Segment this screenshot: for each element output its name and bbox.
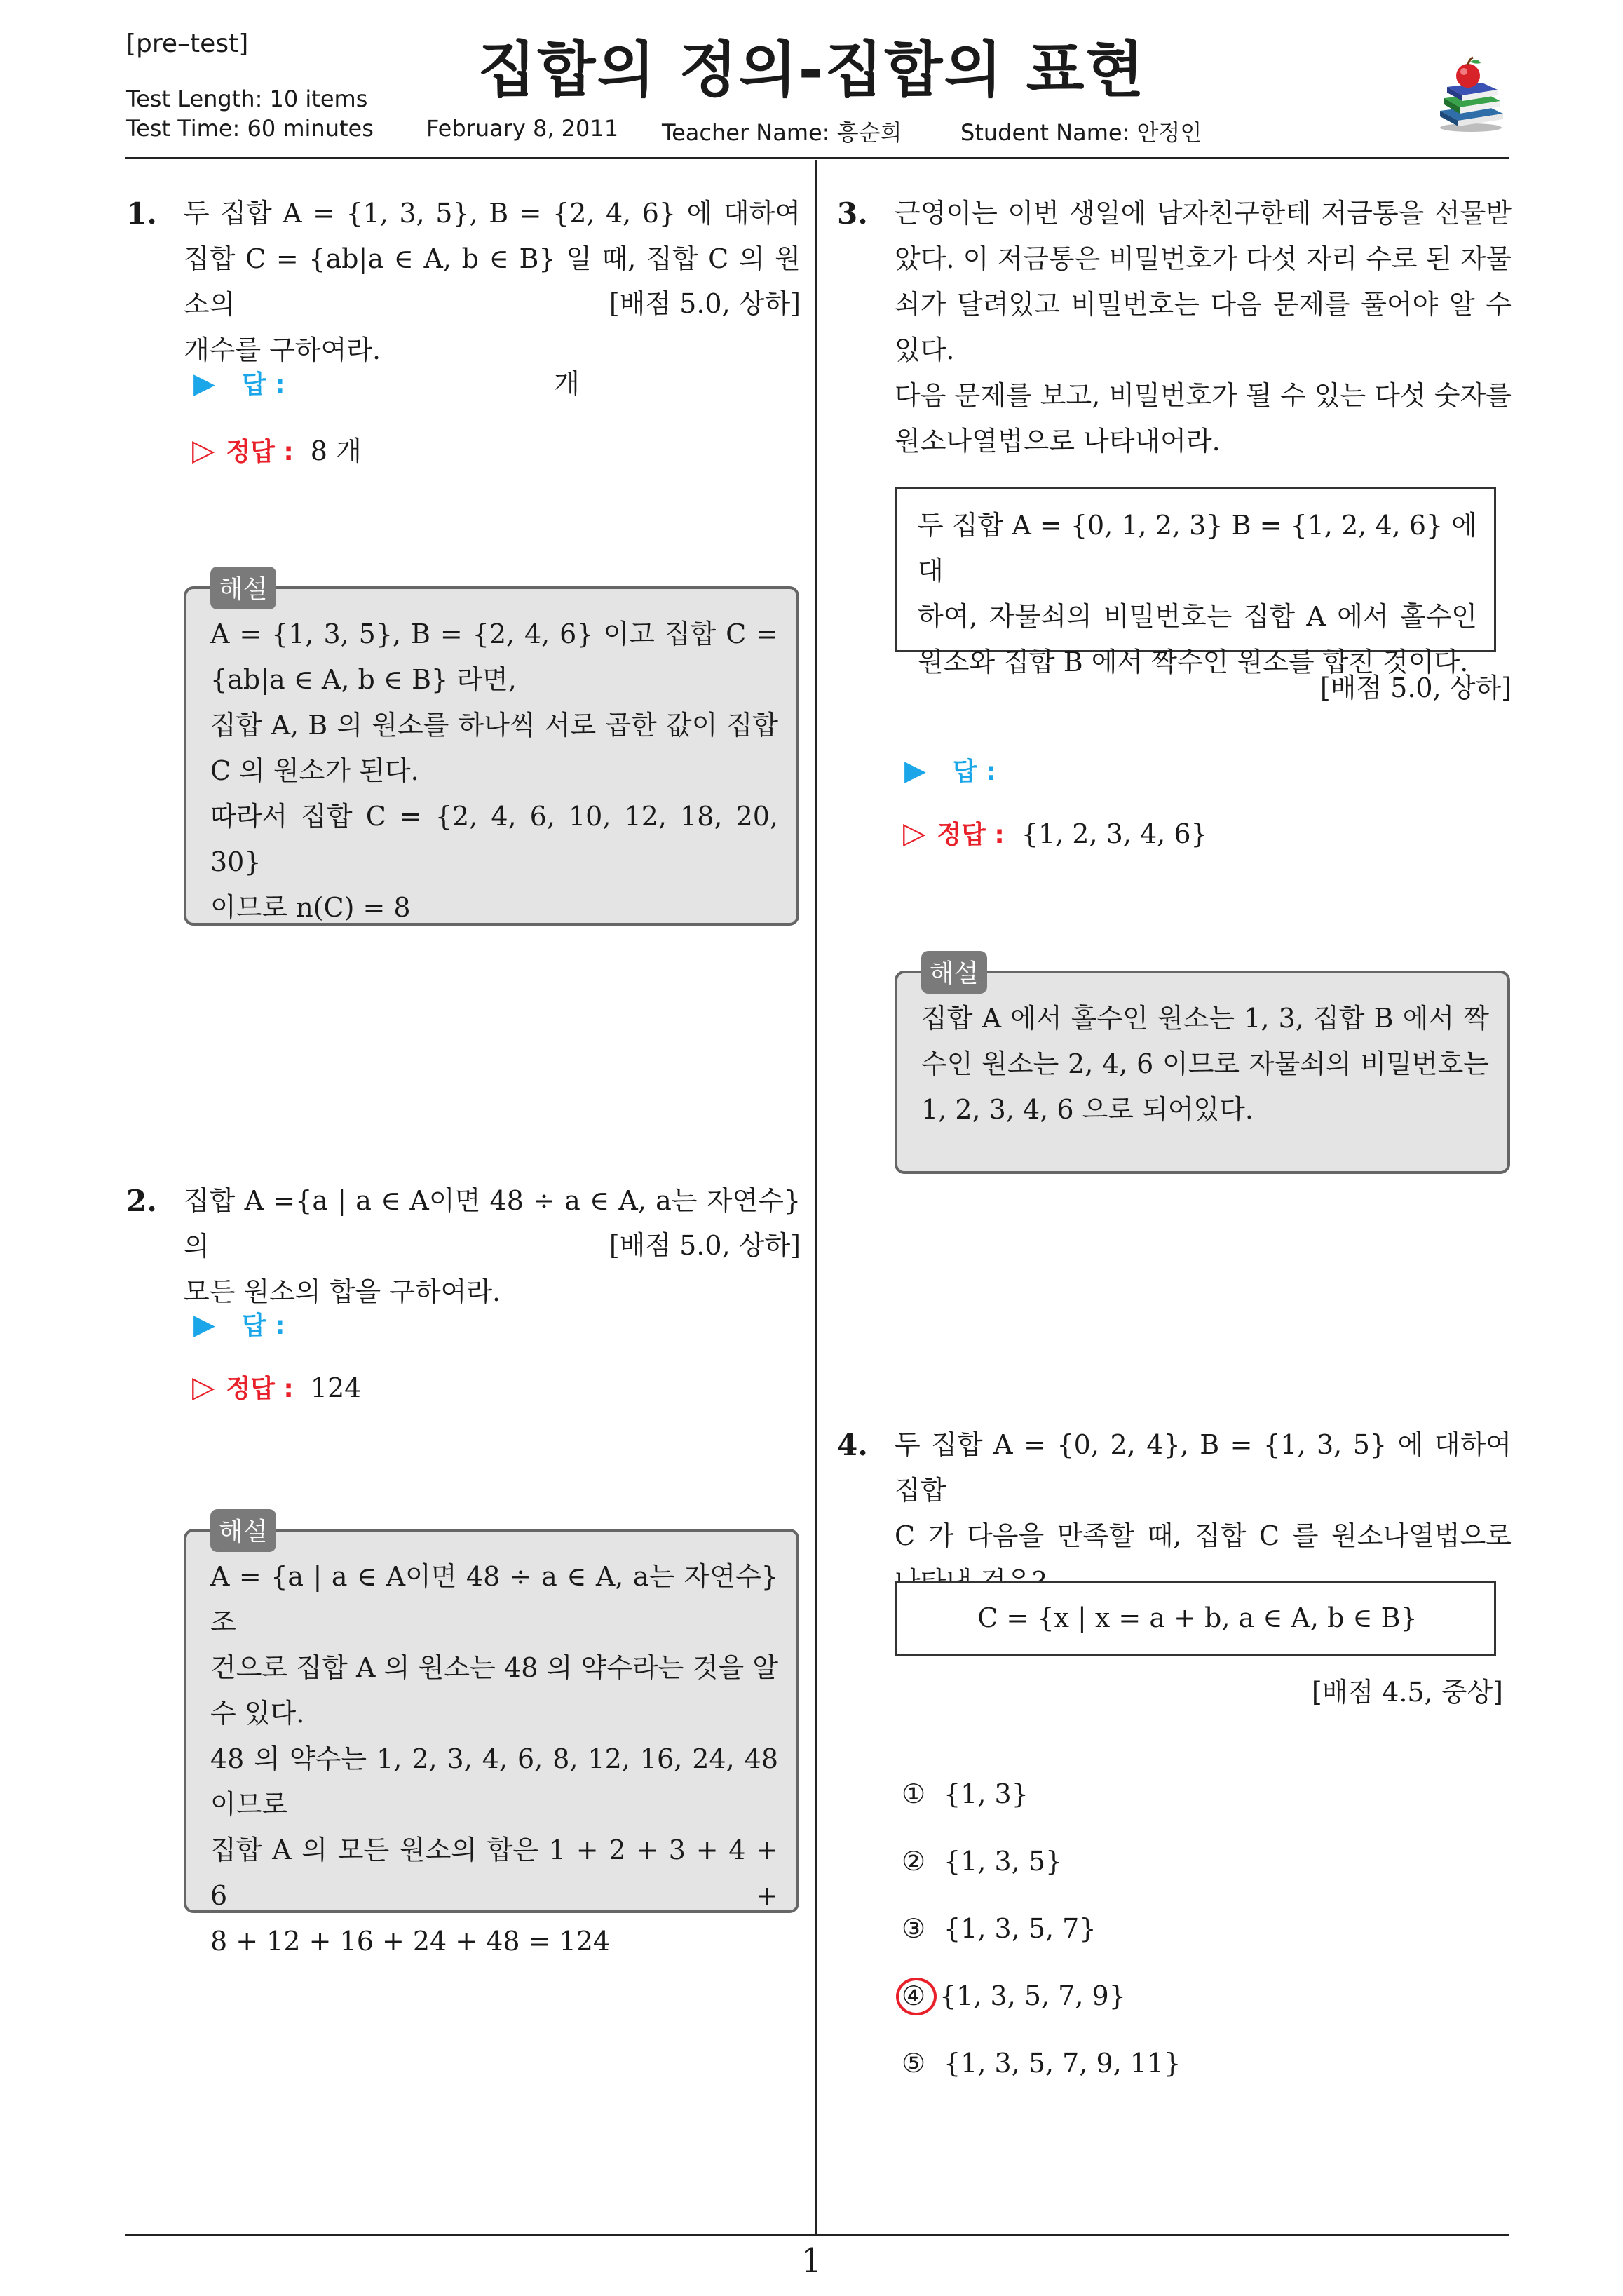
q1-number: 1. (126, 196, 157, 231)
q1-correct-row: ▷ 정답 : 8 개 (192, 433, 362, 467)
q3-box-line: 두 집합 A = {0, 1, 2, 3} B = {1, 2, 4, 6} 에 대 (918, 510, 1477, 586)
q3-text (895, 191, 1512, 464)
q2-line: 집합 A ={a | a ∈ A이면 48 ÷ a ∈ A, a는 자연수} 의 (184, 1185, 801, 1262)
q3-line: 원소나열법으로 나타내어라. (895, 426, 1221, 457)
q2-answer-input[interactable] (334, 1307, 614, 1341)
q2-solution-line: 이므로 (210, 1789, 288, 1820)
q3-answer-label: ▶ 답 : (904, 755, 996, 787)
q3-solution-line: 집합 A 에서 홀수인 원소는 1, 3, 집합 B 에서 짝 (921, 1003, 1489, 1034)
q1-line: 두 집합 A = {1, 3, 5}, B = {2, 4, 6} 에 대하여 (184, 198, 801, 229)
header-divider (125, 157, 1509, 159)
q1-answer-label: ▶ 답 : (193, 367, 285, 400)
choice-mark: ② (902, 1846, 926, 1877)
q2-solution-text (210, 1554, 778, 1964)
q2-solution-box (184, 1529, 799, 1957)
q1-answer-input[interactable] (334, 366, 530, 400)
q2-solution-line: 8 + 12 + 16 + 24 + 48 = 124 (210, 1926, 611, 1957)
q3-answer-input[interactable] (1045, 753, 1395, 787)
q2-correct-value: 124 (310, 1372, 362, 1403)
q1-solution-line: 집합 A, B 의 원소를 하나씩 서로 곱한 값이 집합 (210, 710, 778, 741)
q3-solution-text (921, 996, 1489, 1133)
q2-score: [배점 5.0, 상하] (609, 1230, 801, 1261)
q2-solution-tag: 해설 (210, 1509, 276, 1552)
q3-line: 다음 문제를 보고, 비밀번호가 될 수 있는 다섯 숫자를 (895, 380, 1512, 411)
q1-solution-text (210, 612, 778, 931)
outline-triangle-icon: ▷ (192, 433, 215, 467)
q3-box-line: 원소와 집합 B 에서 짝수인 원소를 합친 것이다. (918, 647, 1469, 677)
choice-mark: ① (902, 1778, 926, 1809)
q4-condition-box (895, 1581, 1496, 1656)
page-number: 1 (801, 2241, 822, 2281)
q3-line: 있다. (895, 335, 955, 365)
q1-solution-line: A = {1, 3, 5}, B = {2, 4, 6} 이고 집합 C = (210, 619, 778, 649)
q3-condition-box (895, 487, 1496, 677)
q3-solution-box (895, 971, 1510, 1174)
q4-text (895, 1422, 1512, 1605)
q4-line: C 가 다음을 만족할 때, 집합 C 를 원소나열법으로 (895, 1520, 1512, 1551)
q1-answer-unit: 개 (554, 368, 580, 399)
q4-condition-text: C = {x | x = a + b, a ∈ A, b ∈ B} (977, 1602, 1418, 1633)
test-length: Test Length: 10 items (126, 86, 368, 112)
choice-text: {1, 3, 5, 7, 9} (939, 1980, 1126, 2011)
test-time: Test Time: 60 minutes (126, 115, 374, 142)
student-name: Student Name: 안정인 (960, 119, 1202, 146)
q3-line: 쇠가 달려있고 비밀번호는 다음 문제를 풀어야 알 수 (895, 289, 1512, 320)
q2-solution-line: 건으로 집합 A 의 원소는 48 의 약수라는 것을 알 (210, 1652, 778, 1683)
q3-number: 3. (837, 196, 868, 231)
q3-condition-text (918, 503, 1477, 685)
q4-line: 두 집합 A = {0, 2, 4}, B = {1, 3, 5} 에 대하여 집합 (895, 1429, 1512, 1506)
q4-choice-2[interactable] (902, 1846, 1062, 1877)
selected-answer-circle (896, 1978, 937, 2015)
choice-text: {1, 3, 5, 7} (944, 1913, 1096, 1944)
q3-solution-line: 1, 2, 3, 4, 6 으로 되어있다. (921, 1094, 1254, 1125)
q1-solution-line: C 의 원소가 된다. (210, 755, 419, 786)
q3-correct-row: ▷ 정답 : {1, 2, 3, 4, 6} (903, 816, 1208, 850)
q2-solution-line: 48 의 약수는 1, 2, 3, 4, 6, 8, 12, 16, 24, 48 (210, 1743, 778, 1774)
q2-line: 모든 원소의 합을 구하여라. (184, 1276, 501, 1307)
choice-mark: ⑤ (902, 2048, 926, 2079)
teacher-name: Teacher Name: 흥순희 (662, 119, 902, 146)
q4-choice-1[interactable] (902, 1778, 1028, 1809)
q3-score: [배점 5.0, 상하] (1319, 673, 1512, 703)
q1-solution-line: 따라서 집합 C = {2, 4, 6, 10, 12, 18, 20, 30} (210, 801, 778, 877)
q2-correct-row: ▷ 정답 : 124 (192, 1370, 362, 1404)
footer-divider (125, 2234, 1509, 2236)
play-triangle-icon: ▶ (193, 367, 215, 400)
outline-triangle-icon: ▷ (903, 816, 926, 850)
q2-answer-label: ▶ 답 : (193, 1309, 285, 1341)
q1-correct-value: 8 개 (310, 435, 362, 466)
q2-number: 2. (126, 1184, 157, 1218)
test-date: February 8, 2011 (426, 115, 619, 142)
choice-mark: ④ (902, 1980, 926, 2011)
q3-box-line: 하여, 자물쇠의 비밀번호는 집합 A 에서 홀수인 (918, 601, 1477, 632)
q4-choice-3[interactable] (902, 1913, 1096, 1944)
q1-line: 집합 C = {ab|a ∈ A, b ∈ B} 일 때, 집합 C 의 원소의 (184, 243, 801, 320)
outline-triangle-icon: ▷ (192, 1370, 215, 1404)
q3-correct-value: {1, 2, 3, 4, 6} (1021, 818, 1208, 849)
q2-solution-line: A = {a | a ∈ A이면 48 ÷ a ∈ A, a는 자연수} 조 (210, 1561, 778, 1637)
choice-text: {1, 3, 5, 7, 9, 11} (944, 2048, 1181, 2079)
q1-solution-line: {ab|a ∈ A, b ∈ B} 라면, (210, 664, 517, 695)
q2-solution-line: 집합 A 의 모든 원소의 합은 1 + 2 + 3 + 4 + 6 + (210, 1835, 778, 1911)
books-apple-icon (1436, 55, 1506, 133)
q1-solution-line: 이므로 n(C) = 8 (210, 892, 411, 923)
q1-score: [배점 5.0, 상하] (609, 288, 801, 319)
play-triangle-icon: ▶ (904, 755, 926, 787)
choice-text: {1, 3} (944, 1778, 1028, 1809)
choice-mark: ③ (902, 1913, 926, 1944)
column-divider (815, 160, 817, 2234)
q4-score: [배점 4.5, 중상] (1311, 1677, 1503, 1708)
q3-solution-tag: 해설 (921, 951, 987, 994)
q4-number: 4. (837, 1428, 868, 1462)
q1-solution-tag: 해설 (210, 567, 276, 609)
page-title: 집합의 정의-집합의 표현 (477, 35, 1146, 105)
pre-test-tag: [pre–test] (126, 29, 249, 58)
q1-solution-box (184, 586, 799, 926)
q3-line: 근영이는 이번 생일에 남자친구한테 저금통을 선물받 (895, 198, 1512, 229)
q4-choice-5[interactable] (902, 2048, 1181, 2079)
q1-line: 개수를 구하여라. (184, 335, 381, 365)
play-triangle-icon: ▶ (193, 1309, 215, 1341)
q3-line: 았다. 이 저금통은 비밀번호가 다섯 자리 수로 된 자물 (895, 243, 1512, 274)
q2-solution-line: 수 있다. (210, 1698, 305, 1729)
choice-text: {1, 3, 5} (944, 1846, 1063, 1877)
q3-solution-line: 수인 원소는 2, 4, 6 이므로 자물쇠의 비밀번호는 (921, 1048, 1489, 1079)
